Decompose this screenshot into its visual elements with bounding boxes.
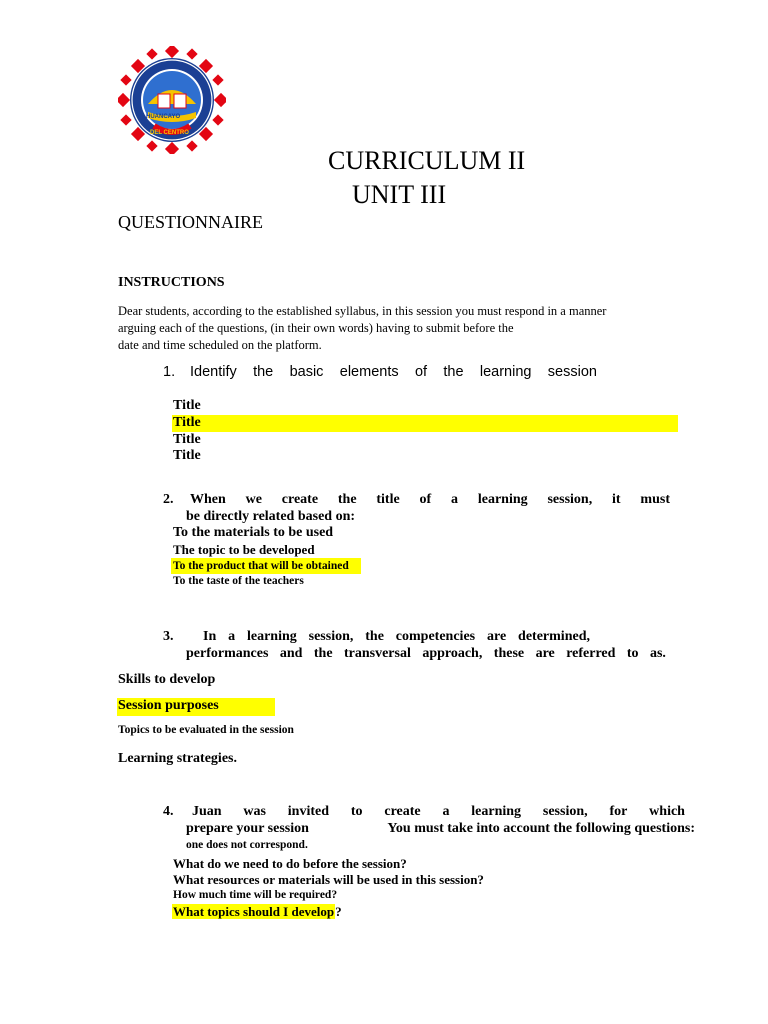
q1-number: 1. (163, 364, 176, 380)
q2-text-line-2: be directly related based on: (186, 509, 356, 524)
q2-word: the (337, 492, 357, 507)
q2-option: To the taste of the teachers (173, 575, 304, 587)
q3-word: referred (566, 646, 616, 661)
q2-word: we (245, 492, 262, 507)
q4-word: session, (542, 804, 588, 819)
q3-word: and (279, 646, 303, 661)
q3-word: these (493, 646, 525, 661)
q1-word: the (443, 364, 464, 380)
section-heading: QUESTIONNAIRE (118, 212, 263, 232)
q3-word: are (535, 646, 555, 661)
q1-word: the (253, 364, 274, 380)
q1-word: elements (339, 364, 399, 380)
q3-word: transversal (343, 646, 411, 661)
q4-word: was (243, 804, 266, 819)
q1-word: learning (479, 364, 532, 380)
q2-option: To the materials to be used (173, 525, 334, 540)
instructions-line-1: Dear students, according to the established syllabus, in this session you must respond in a manner (118, 304, 607, 318)
q4-option-highlighted: What topics should I develop (173, 904, 335, 919)
q2-text (190, 492, 670, 508)
q2-number: 2. (163, 492, 174, 507)
q3-word: In (203, 629, 217, 644)
q1-option: Title (173, 448, 201, 463)
q4-phrase: prepare your session (186, 821, 309, 836)
q3-text (203, 629, 590, 645)
q4-option: How much time will be required? (173, 889, 338, 901)
institution-seal-logo (118, 46, 226, 154)
q1-word: of (414, 364, 428, 380)
q3-text-line-2 (186, 646, 666, 662)
q4-word: Juan (192, 804, 222, 819)
q1-word: basic (289, 364, 324, 380)
q2-word: title (376, 492, 400, 507)
q4-option-highlighted-line (172, 904, 342, 920)
instructions-heading: INSTRUCTIONS (118, 275, 225, 290)
q4-text-line-2 (186, 821, 695, 837)
q4-word: learning (471, 804, 522, 819)
q3-word: performances (186, 646, 269, 661)
q2-word: When (190, 492, 226, 507)
q2-word: session, (547, 492, 593, 507)
q3-word: the (365, 629, 384, 644)
q4-option: What do we need to do before the session? (173, 856, 407, 871)
q4-word: for (609, 804, 628, 819)
q1-option-highlighted: Title (172, 415, 678, 432)
document-title: CURRICULUM II (328, 146, 526, 175)
q2-word: it (612, 492, 621, 507)
instructions-line-2: arguing each of the questions, (in their own words) having to submit before the (118, 321, 514, 335)
q1-word: Identify (190, 364, 237, 380)
q3-option: Topics to be evaluated in the session (118, 724, 294, 736)
q1-option: Title (173, 432, 201, 447)
q4-word: invited (287, 804, 330, 819)
seal-ribbon-text: HUANCAYO (146, 114, 181, 120)
q2-word: learning (477, 492, 528, 507)
q4-option: What resources or materials will be used in this session? (173, 872, 484, 887)
q3-word: to (626, 646, 639, 661)
q3-word: the (313, 646, 333, 661)
seal-ring-text: DEL CENTRO (150, 130, 189, 136)
q4-word: a (442, 804, 450, 819)
q1-word: session (547, 364, 597, 380)
q4-word: create (384, 804, 421, 819)
document-unit: UNIT III (352, 180, 447, 209)
q3-word: determined, (518, 629, 590, 644)
q4-question-mark: ? (335, 904, 342, 919)
q3-option: Skills to develop (118, 672, 216, 687)
q3-word: competencies (395, 629, 476, 644)
q3-word: a (228, 629, 236, 644)
q3-word: as. (649, 646, 666, 661)
q4-number: 4. (163, 804, 174, 819)
q2-word: create (281, 492, 319, 507)
q2-word: must (640, 492, 670, 507)
q3-word: approach, (422, 646, 483, 661)
q4-text (192, 804, 685, 820)
q4-phrase: You must take into account the following questions: (387, 821, 695, 836)
q2-option-highlighted: To the product that will be obtained (171, 558, 361, 574)
instructions-line-3: date and time scheduled on the platform. (118, 338, 322, 352)
q3-option-highlighted: Session purposes (117, 698, 275, 716)
q2-option: The topic to be developed (173, 542, 315, 557)
q2-word: a (451, 492, 459, 507)
q4-text-line-3: one does not correspond. (186, 839, 308, 851)
q4-word: to (350, 804, 363, 819)
q1-text (190, 364, 597, 380)
q3-option: Learning strategies. (118, 751, 237, 766)
q2-word: of (419, 492, 432, 507)
q3-word: are (486, 629, 507, 644)
q3-word: session, (308, 629, 354, 644)
q3-word: learning (246, 629, 297, 644)
q4-word: which (649, 804, 685, 819)
q1-option: Title (173, 398, 201, 413)
q3-number: 3. (163, 629, 174, 644)
